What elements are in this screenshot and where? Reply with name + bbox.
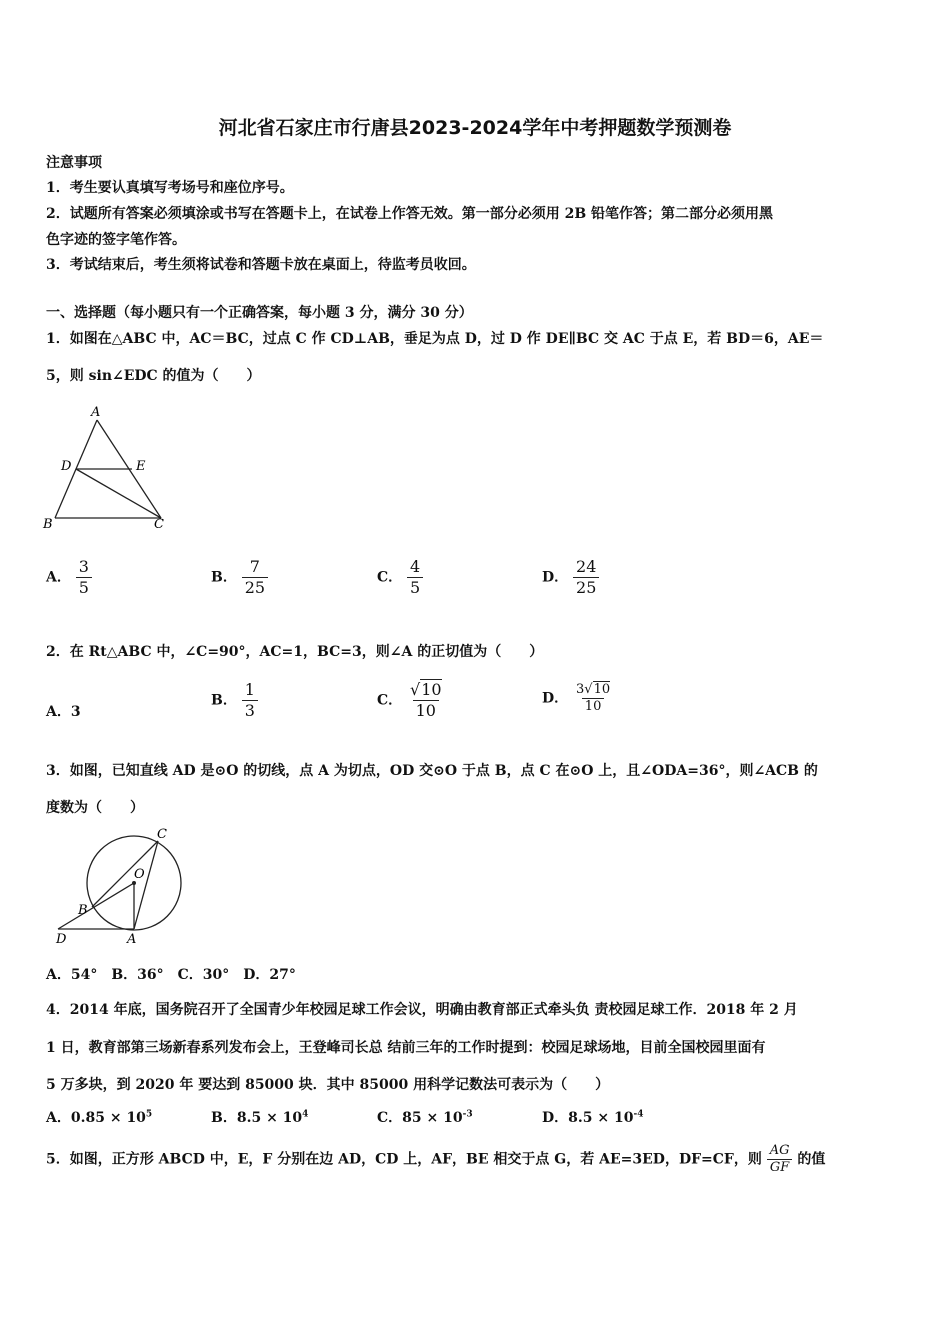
q1-option-b-fraction: $\frac{7}{25}$ xyxy=(242,557,268,598)
section-heading: 一、选择题（每小题只有一个正确答案，每小题 3 分，满分 30 分） xyxy=(46,305,473,321)
notice-item-2-cont: 色字迹的签字笔作答。 xyxy=(46,232,186,248)
q5-fraction: $\frac{AG}{GF}$ xyxy=(767,1143,793,1176)
q3-options[interactable]: A．54° B．36° C．30° D．27° xyxy=(46,967,296,983)
q1-option-c[interactable]: C． $\frac{4}{5}$ xyxy=(377,557,423,598)
q1-label-b: B xyxy=(43,517,53,532)
q4-option-a[interactable]: A．$0.85 \times 10^5$ xyxy=(46,1109,153,1126)
q4-option-d[interactable]: D．$8.5 \times 10^{-4}$ xyxy=(542,1109,644,1126)
q2-line1: 2．在 Rt△ABC 中，∠C=90°，AC=1，BC=3，则∠A 的正切值为（ ） xyxy=(46,644,544,660)
q3-label-a: A xyxy=(127,932,137,947)
q3-line1: 3．如图，已知直线 AD 是⊙O 的切线，点 A 为切点，OD 交⊙O 于点 B，点 C 在⊙O 上，且∠ODA=36°，则∠ACB 的 xyxy=(46,763,818,779)
notice-heading: 注意事项 xyxy=(46,155,102,171)
q2-option-b-fraction: $\frac{1}{3}$ xyxy=(242,680,258,721)
q1-label-d: D xyxy=(61,459,72,474)
q3-label-b: B xyxy=(78,903,88,918)
page-title: 河北省石家庄市行唐县2023-2024学年中考押题数学预测卷 xyxy=(218,117,732,139)
q4-option-b[interactable]: B．$8.5 \times 10^4$ xyxy=(211,1109,309,1126)
notice-item-2: 2．试题所有答案必须填涂或书写在答题卡上，在试卷上作答无效。第一部分必须用 2B 铅笔作答；第二部分必须用黑 xyxy=(46,206,774,222)
q3-label-c: C xyxy=(157,827,167,842)
q2-option-a[interactable]: A．3 xyxy=(46,704,81,720)
q2-option-c[interactable]: C． $\frac{√10}{10}$ xyxy=(377,680,445,721)
q4-line2: 1 日，教育部第三场新春系列发布会上，王登峰司长总 结前三年的工作时提到：校园足球场地，目前全国校园里面有 xyxy=(46,1040,766,1056)
q2-option-d[interactable]: D． $\frac{3√10}{10}$ xyxy=(542,682,613,715)
q1-line2: 5，则 sin∠EDC 的值为（ ） xyxy=(46,368,261,384)
q1-label-a: A xyxy=(91,405,101,420)
q2-option-d-fraction: $\frac{3√10}{10}$ xyxy=(576,682,611,714)
q1-line1: 1．如图在△ABC 中，AC＝BC，过点 C 作 CD⊥AB，垂足为点 D，过 D 作 DE∥BC 交 AC 于点 E，若 BD＝6，AE＝ xyxy=(46,331,824,347)
q4-option-c[interactable]: C．$85 \times 10^{-3}$ xyxy=(377,1109,473,1126)
q3-line2: 度数为（ ） xyxy=(46,800,144,816)
q1-option-c-fraction: $\frac{4}{5}$ xyxy=(407,557,423,598)
q1-option-d[interactable]: D． $\frac{24}{25}$ xyxy=(542,557,599,598)
q1-figure xyxy=(40,400,180,535)
notice-item-1: 1．考生要认真填写考场号和座位序号。 xyxy=(46,180,294,196)
q1-label-c: C xyxy=(154,517,164,532)
q5-line1: 5．如图，正方形 ABCD 中，E，F 分别在边 AD，CD 上，AF，BE 相交于点 G，若 AE=3ED，DF=CF，则 $\frac{AG}{GF}$ 的值 xyxy=(46,1143,826,1175)
q1-label-e: E xyxy=(136,459,146,474)
q3-figure xyxy=(50,820,195,950)
q2-option-c-fraction: $\frac{√10}{10}$ xyxy=(410,680,442,720)
q4-line1: 4．2014 年底，国务院召开了全国青少年校园足球工作会议，明确由教育部正式牵头负 责校园足球工作．2018 年 2 月 xyxy=(46,1002,798,1018)
q1-option-a-fraction: $\frac{3}{5}$ xyxy=(76,557,92,598)
q2-option-b[interactable]: B． $\frac{1}{3}$ xyxy=(211,680,258,721)
q4-line3: 5 万多块，到 2020 年 要达到 85000 块．其中 85000 用科学记数法可表示为（ ） xyxy=(46,1077,610,1093)
q3-label-d: D xyxy=(56,932,67,947)
notice-item-3: 3．考试结束后，考生须将试卷和答题卡放在桌面上，待监考员收回。 xyxy=(46,257,476,273)
q1-option-a[interactable]: A． $\frac{3}{5}$ xyxy=(46,557,92,598)
q3-label-o: O xyxy=(134,867,145,882)
q1-option-b[interactable]: B． $\frac{7}{25}$ xyxy=(211,557,268,598)
q1-option-d-fraction: $\frac{24}{25}$ xyxy=(573,557,599,598)
